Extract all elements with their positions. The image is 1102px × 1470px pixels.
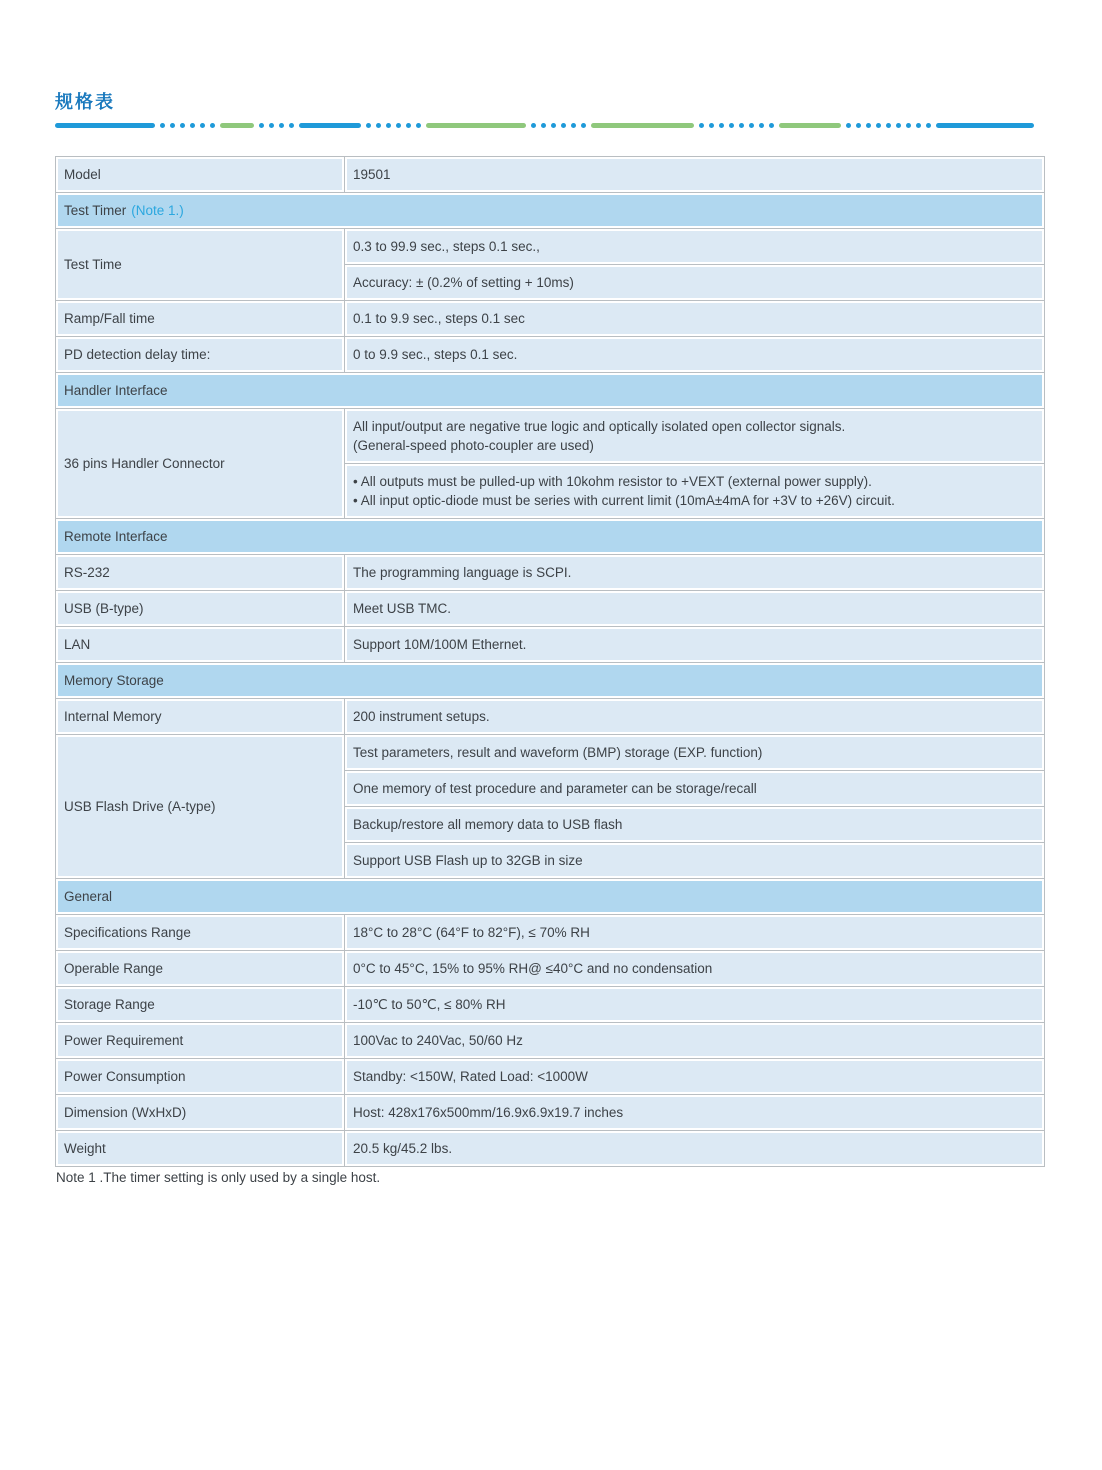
group-label — [58, 411, 342, 516]
row-value-box — [344, 986, 1045, 1023]
group-value-line: Support USB Flash up to 32GB in size — [353, 853, 583, 868]
group-values — [345, 408, 1045, 519]
row-label — [58, 1061, 342, 1092]
row-label-text: Model — [64, 167, 101, 182]
spec-row — [55, 986, 1045, 1023]
group-value-lines — [353, 237, 540, 256]
row-label-box — [55, 1130, 345, 1167]
row-label — [58, 339, 342, 370]
row-value-text: Host: 428x176x500mm/16.9x6.9x19.7 inches — [353, 1105, 624, 1120]
row-label — [58, 917, 342, 948]
section-header — [58, 881, 1042, 912]
divider-dot — [551, 123, 556, 128]
group-value-line: • All input optic-diode must be series with current limit (10mA±4mA for +3V to +26V) circuit. — [353, 493, 895, 508]
row-label-box — [55, 590, 345, 627]
section-row-box — [55, 192, 1045, 229]
divider-dot — [571, 123, 576, 128]
spec-row — [55, 336, 1045, 373]
spec-row — [55, 1094, 1045, 1131]
spec-row — [55, 372, 1045, 409]
row-label-box — [55, 554, 345, 591]
divider-dash — [220, 123, 254, 128]
group-label-text: 36 pins Handler Connector — [64, 456, 225, 471]
divider-dash — [426, 123, 526, 128]
group-value-lines — [353, 815, 622, 834]
row-value — [347, 629, 1042, 660]
group-label-box — [55, 408, 345, 519]
row-value — [347, 1025, 1042, 1056]
section-row-box — [55, 372, 1045, 409]
row-value — [347, 159, 1042, 190]
group-value — [347, 809, 1042, 840]
divider-dot — [856, 123, 861, 128]
row-value-box — [344, 336, 1045, 373]
row-value — [347, 701, 1042, 732]
group-value-box — [344, 264, 1045, 301]
row-label-text: RS-232 — [64, 565, 110, 580]
divider-dash — [591, 123, 694, 128]
group-value-line: Test parameters, result and waveform (BMP) storage (EXP. function) — [353, 745, 763, 760]
divider-dot — [279, 123, 284, 128]
group-value-box — [344, 408, 1045, 464]
divider-dash — [936, 123, 1034, 128]
spec-row — [55, 554, 1045, 591]
row-value-box — [344, 1022, 1045, 1059]
row-value — [347, 339, 1042, 370]
group-value-line: All input/output are negative true logic and optically isolated open collector signals. — [353, 419, 846, 434]
row-label-text: Weight — [64, 1141, 106, 1156]
decorative-divider — [55, 122, 1047, 128]
row-value-text: Support 10M/100M Ethernet. — [353, 637, 527, 652]
divider-dot — [866, 123, 871, 128]
spec-row — [55, 734, 1045, 879]
group-value — [347, 845, 1042, 876]
spec-row — [55, 300, 1045, 337]
divider-dot — [759, 123, 764, 128]
row-label-text: Specifications Range — [64, 925, 191, 940]
group-value-line: Accuracy: ± (0.2% of setting + 10ms) — [353, 275, 574, 290]
group-values — [345, 228, 1045, 301]
spec-row — [55, 626, 1045, 663]
group-value-line: Backup/restore all memory data to USB flash — [353, 817, 623, 832]
row-value-text: 18°C to 28°C (64°F to 82°F), ≤ 70% RH — [353, 925, 590, 940]
group-value-lines — [353, 851, 583, 870]
spec-row — [55, 1130, 1045, 1167]
divider-dot — [376, 123, 381, 128]
divider-dot — [406, 123, 411, 128]
row-value — [347, 953, 1042, 984]
divider-dot — [210, 123, 215, 128]
row-value-text: 200 instrument setups. — [353, 709, 490, 724]
divider-dot — [906, 123, 911, 128]
row-label — [58, 629, 342, 660]
divider-dot — [269, 123, 274, 128]
row-value-box — [344, 914, 1045, 951]
row-label-box — [55, 626, 345, 663]
divider-dot — [180, 123, 185, 128]
row-value — [347, 557, 1042, 588]
divider-dot — [396, 123, 401, 128]
row-value-box — [344, 300, 1045, 337]
section-note: (Note 1.) — [131, 203, 184, 218]
spec-row — [55, 518, 1045, 555]
spec-row — [55, 408, 1045, 519]
divider-dot — [541, 123, 546, 128]
group-value-lines — [353, 417, 845, 455]
row-value-box — [344, 156, 1045, 193]
group-value-line: One memory of test procedure and parameter can be storage/recall — [353, 781, 757, 796]
spec-row — [55, 228, 1045, 301]
group-value — [347, 411, 1042, 461]
group-value-line: (General-speed photo-coupler are used) — [353, 438, 594, 453]
section-header — [58, 665, 1042, 696]
section-header — [58, 195, 1042, 226]
section-label: General — [64, 889, 113, 904]
row-label-text: Power Requirement — [64, 1033, 184, 1048]
row-value-text: 0.1 to 9.9 sec., steps 0.1 sec — [353, 311, 525, 326]
group-label-text: USB Flash Drive (A-type) — [64, 799, 216, 814]
row-label-text: Internal Memory — [64, 709, 162, 724]
row-label — [58, 557, 342, 588]
row-label — [58, 159, 342, 190]
divider-dot — [531, 123, 536, 128]
row-value-text: Standby: <150W, Rated Load: <1000W — [353, 1069, 588, 1084]
row-value-text: 0 to 9.9 sec., steps 0.1 sec. — [353, 347, 518, 362]
group-label-box — [55, 228, 345, 301]
divider-dot — [366, 123, 371, 128]
group-value — [347, 267, 1042, 298]
spec-table — [55, 156, 1045, 1167]
row-label — [58, 1133, 342, 1164]
row-label-box — [55, 156, 345, 193]
row-label — [58, 989, 342, 1020]
row-value — [347, 1097, 1042, 1128]
divider-dot — [916, 123, 921, 128]
section-header — [58, 521, 1042, 552]
spec-row — [55, 914, 1045, 951]
group-value-lines — [353, 779, 757, 798]
divider-dot — [386, 123, 391, 128]
row-label-text: Storage Range — [64, 997, 155, 1012]
spec-row — [55, 1022, 1045, 1059]
row-label-box — [55, 1022, 345, 1059]
group-value-box — [344, 228, 1045, 265]
divider-dot — [926, 123, 931, 128]
divider-dot — [886, 123, 891, 128]
group-value-line: 0.3 to 99.9 sec., steps 0.1 sec., — [353, 239, 540, 254]
divider-dot — [160, 123, 165, 128]
row-label — [58, 953, 342, 984]
group-value — [347, 773, 1042, 804]
spec-row — [55, 698, 1045, 735]
row-value-text: 100Vac to 240Vac, 50/60 Hz — [353, 1033, 523, 1048]
row-label-box — [55, 1058, 345, 1095]
row-value-box — [344, 1094, 1045, 1131]
group-value-box — [344, 463, 1045, 519]
row-label-text: USB (B-type) — [64, 601, 144, 616]
divider-dot — [190, 123, 195, 128]
row-label-box — [55, 698, 345, 735]
divider-dot — [719, 123, 724, 128]
divider-dot — [289, 123, 294, 128]
row-label-text: LAN — [64, 637, 91, 652]
row-value-box — [344, 554, 1045, 591]
row-label — [58, 1097, 342, 1128]
group-value-box — [344, 770, 1045, 807]
row-value — [347, 1133, 1042, 1164]
spec-row — [55, 950, 1045, 987]
group-value — [347, 466, 1042, 516]
row-label-text: Ramp/Fall time — [64, 311, 155, 326]
row-label-text: Operable Range — [64, 961, 164, 976]
row-value-text: 0°C to 45°C, 15% to 95% RH@ ≤40°C and no condensation — [353, 961, 713, 976]
row-value-text: -10℃ to 50℃, ≤ 80% RH — [353, 997, 506, 1012]
group-value-box — [344, 842, 1045, 879]
row-value-text: 19501 — [353, 167, 391, 182]
row-value-box — [344, 1058, 1045, 1095]
group-value-lines — [353, 743, 762, 762]
group-label — [58, 231, 342, 298]
row-label-text: Dimension (WxHxD) — [64, 1105, 187, 1120]
group-value-lines — [353, 273, 574, 292]
row-value-text: The programming language is SCPI. — [353, 565, 572, 580]
section-row-box — [55, 662, 1045, 699]
section-row-box — [55, 518, 1045, 555]
row-label-box — [55, 914, 345, 951]
divider-dot — [170, 123, 175, 128]
row-value — [347, 1061, 1042, 1092]
page-title: 规格表 — [55, 92, 115, 112]
divider-dot — [581, 123, 586, 128]
row-value-box — [344, 590, 1045, 627]
spec-row — [55, 878, 1045, 915]
group-label-text: Test Time — [64, 257, 122, 272]
divider-dot — [699, 123, 704, 128]
divider-dash — [299, 123, 361, 128]
divider-dot — [739, 123, 744, 128]
spec-row — [55, 1058, 1045, 1095]
row-value-box — [344, 626, 1045, 663]
section-label: Remote Interface — [64, 529, 168, 544]
row-label-text: Power Consumption — [64, 1069, 186, 1084]
section-label: Memory Storage — [64, 673, 164, 688]
row-value — [347, 593, 1042, 624]
row-label — [58, 593, 342, 624]
row-value-box — [344, 698, 1045, 735]
row-value — [347, 989, 1042, 1020]
spec-row — [55, 662, 1045, 699]
group-value-line: • All outputs must be pulled-up with 10kohm resistor to +VEXT (external power supply). — [353, 474, 872, 489]
divider-dot — [749, 123, 754, 128]
spec-row — [55, 192, 1045, 229]
divider-dot — [846, 123, 851, 128]
group-value — [347, 737, 1042, 768]
spec-row — [55, 590, 1045, 627]
row-label — [58, 701, 342, 732]
row-value-text: Meet USB TMC. — [353, 601, 452, 616]
divider-dash — [55, 123, 155, 128]
footnote: Note 1 .The timer setting is only used by a single host. — [56, 1170, 381, 1185]
divider-dot — [259, 123, 264, 128]
group-value-box — [344, 734, 1045, 771]
section-label: Handler Interface — [64, 383, 168, 398]
divider-dash — [779, 123, 841, 128]
row-label-box — [55, 336, 345, 373]
row-label-text: PD detection delay time: — [64, 347, 211, 362]
group-values — [345, 734, 1045, 879]
group-label-box — [55, 734, 345, 879]
row-label-box — [55, 1094, 345, 1131]
row-value-box — [344, 950, 1045, 987]
section-row-box — [55, 878, 1045, 915]
divider-dot — [200, 123, 205, 128]
section-label: Test Timer — [64, 203, 127, 218]
row-value-text: 20.5 kg/45.2 lbs. — [353, 1141, 453, 1156]
row-label — [58, 303, 342, 334]
divider-dot — [729, 123, 734, 128]
divider-dot — [876, 123, 881, 128]
section-header — [58, 375, 1042, 406]
divider-dot — [416, 123, 421, 128]
group-value-box — [344, 806, 1045, 843]
row-value — [347, 917, 1042, 948]
divider-dot — [769, 123, 774, 128]
row-label-box — [55, 950, 345, 987]
spec-row — [55, 156, 1045, 193]
group-value — [347, 231, 1042, 262]
group-value-lines — [353, 472, 895, 510]
divider-dot — [561, 123, 566, 128]
row-label-box — [55, 986, 345, 1023]
divider-dot — [709, 123, 714, 128]
divider-dot — [896, 123, 901, 128]
row-label-box — [55, 300, 345, 337]
row-value-box — [344, 1130, 1045, 1167]
row-value — [347, 303, 1042, 334]
group-label — [58, 737, 342, 876]
row-label — [58, 1025, 342, 1056]
